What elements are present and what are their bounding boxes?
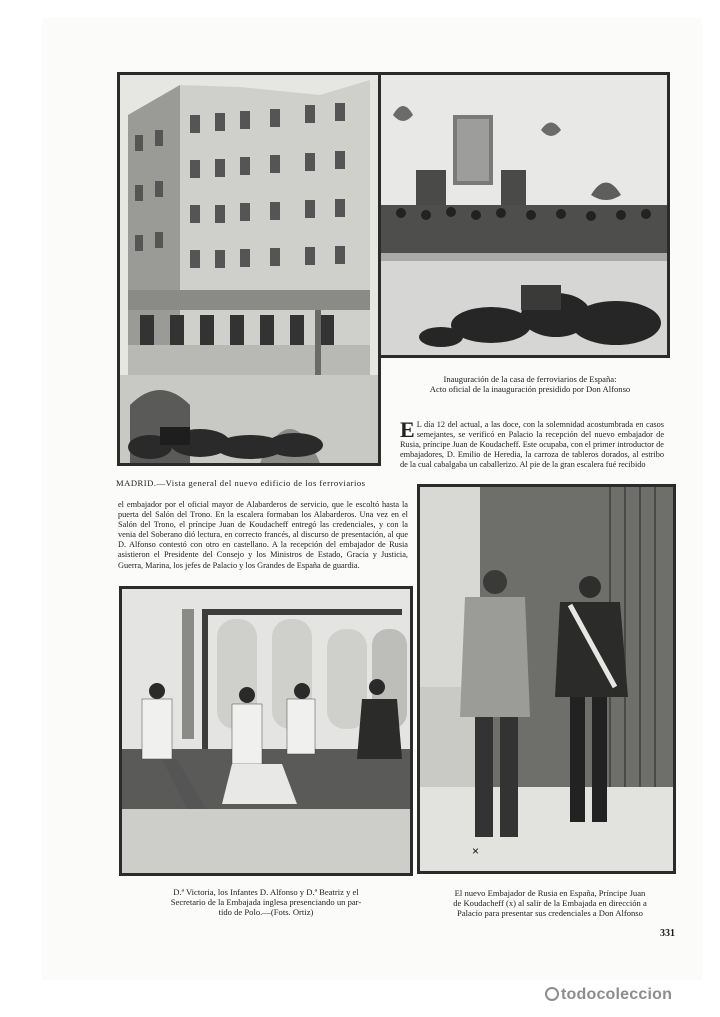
ambassador-photo — [417, 484, 676, 874]
ambassador-caption: El nuevo Embajador de Rusia en España, Príncipe Juan de Koudacheff (x) al salir de la Embajada en dirección a Palacio para presentar sus credenciales a Don Alfonso — [453, 888, 647, 919]
ceremony-illustration — [381, 75, 667, 355]
ceremony-caption: Inauguración de la casa de ferroviarios de España: Acto oficial de la inauguración presidido por Don Alfonso — [429, 374, 631, 395]
polo-illustration — [122, 589, 410, 873]
article-continuation: el embajador por el oficial mayor de Alabarderos de servicio, que le escoltó hasta la puerta del Salón del Trono. En la escalera formaban los Alabarderos. Una vez en el Salón del Trono, el príncipe Juan de Koudacheff entregó las credenciales, y con la venia del Soberano dió lectura, en correcto francés, al discurso de presentación, al que D. Alfonso contestó con otro en castellano. A la recepción del embajador de Rusia asistieron el Presidente del Consejo y los Ministros de Estado, Gracia y Justicia, Guerra, Marina, los jefes de Palacio y los Grandes de España de guardia. — [118, 500, 408, 570]
watermark: todocoleccion — [545, 986, 672, 1004]
svg-text:×: × — [472, 844, 480, 858]
article-dropcap: E — [400, 417, 415, 442]
article-intro: E L día 12 del actual, a las doce, con la solemnidad acostumbrada en casos semejantes, se verificó en Palacio la recepción del nuevo embajador de Rusia, príncipe Juan de Koudacheff. Este ocupaba, con el primer introductor de embajadores, D. Emilio de Heredia, la carroza de tableros dorados, al estribo de la cual cabalgaba un caballerizo. Al pie de la gran escalera fué recibido — [400, 417, 664, 470]
building-illustration — [120, 75, 378, 463]
building-photo — [117, 72, 381, 466]
ceremony-photo — [378, 72, 670, 358]
ambassador-illustration — [420, 487, 673, 871]
polo-caption: D.ª Victoria, los Infantes D. Alfonso y D.ª Beatriz y el Secretario de la Embajada inglesa presenciando un par- tido de Polo.—(Fots. Ortiz) — [170, 887, 362, 918]
watermark-icon — [545, 987, 559, 1001]
polo-photo — [119, 586, 413, 876]
building-caption: MADRID.—Vista general del nuevo edificio de los ferroviarios — [116, 478, 366, 488]
page-number: 331 — [660, 928, 675, 939]
